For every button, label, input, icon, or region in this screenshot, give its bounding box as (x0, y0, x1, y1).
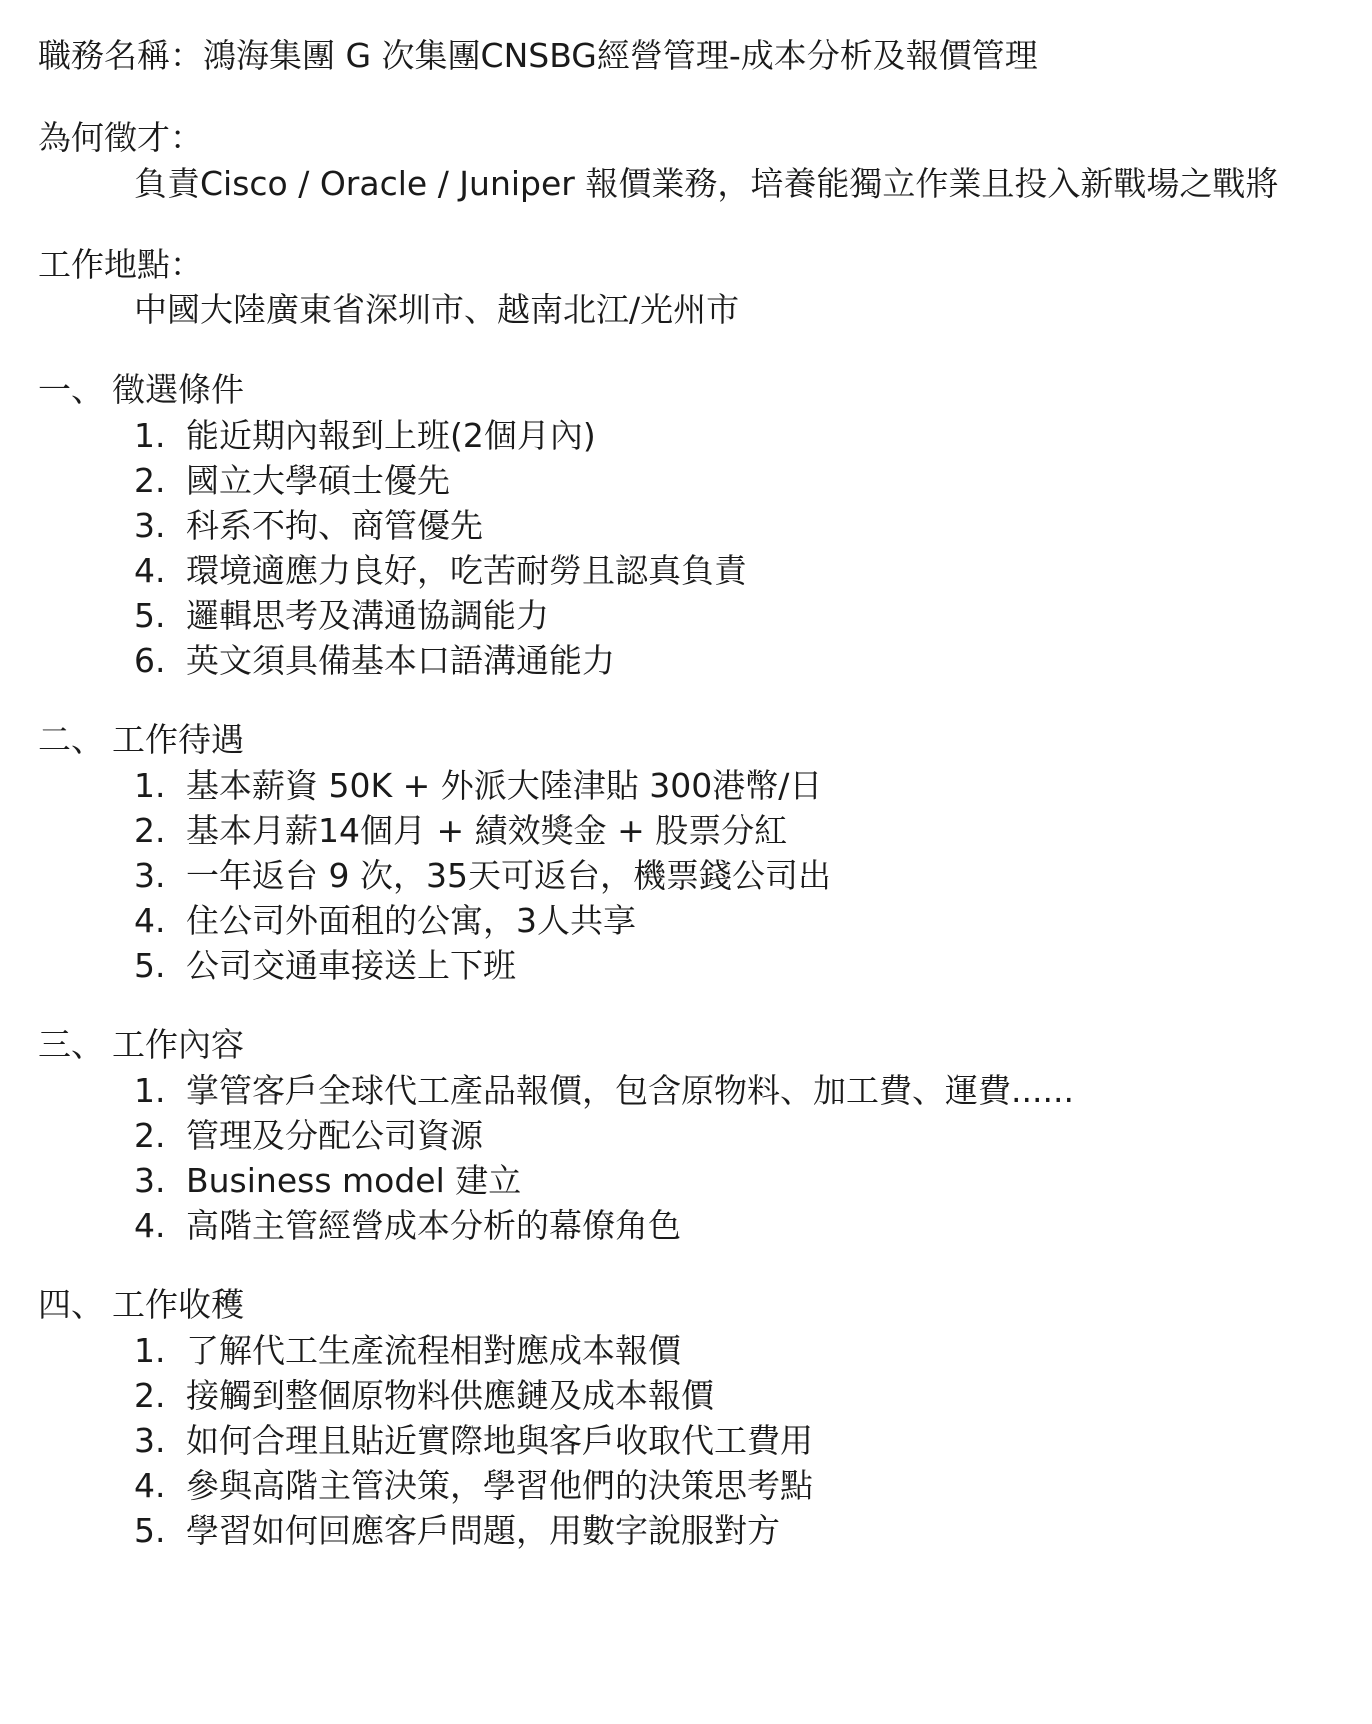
list-item (134, 946, 516, 986)
item-text: 邏輯思考及溝通協調能力 (186, 596, 549, 635)
item-text: 國立大學碩士優先 (186, 461, 450, 500)
item-number: 2. (134, 811, 166, 850)
list-item (134, 1161, 521, 1201)
item-text: 能近期內報到上班(2個月內) (186, 416, 596, 455)
section-heading (38, 1025, 244, 1065)
item-text: 公司交通車接送上下班 (186, 946, 516, 985)
location-text: 中國大陸廣東省深圳市、越南北江/光州市 (134, 290, 740, 329)
item-number: 5. (134, 1511, 166, 1550)
section-mark: 三、 (38, 1025, 104, 1064)
item-text: 基本薪資 50K + 外派大陸津貼 300港幣/日 (186, 766, 823, 805)
item-number: 3. (134, 506, 166, 545)
list-item (134, 1116, 483, 1156)
section-title: 工作收穫 (112, 1285, 244, 1324)
list-item (134, 551, 747, 591)
section-title: 工作待遇 (112, 720, 244, 759)
job-title: 職務名稱：鴻海集團 G 次集團CNSBG經營管理-成本分析及報價管理 (38, 36, 1038, 75)
why-hiring-text: 負責Cisco / Oracle / Juniper 報價業務，培養能獨立作業且投入新戰場之戰將 (134, 164, 1279, 203)
list-item (134, 596, 549, 636)
list-item (134, 1331, 681, 1371)
item-number: 1. (134, 766, 166, 805)
section-title: 工作內容 (112, 1025, 244, 1064)
item-text: 高階主管經營成本分析的幕僚角色 (186, 1206, 681, 1245)
item-number: 4. (134, 1206, 166, 1245)
section-mark: 四、 (38, 1285, 104, 1324)
item-text: 環境適應力良好，吃苦耐勞且認真負責 (186, 551, 747, 590)
item-number: 1. (134, 1071, 166, 1110)
section-heading (38, 370, 244, 410)
item-number: 1. (134, 1331, 166, 1370)
section-heading (38, 1285, 244, 1325)
item-text: 了解代工生產流程相對應成本報價 (186, 1331, 681, 1370)
item-text: Business model 建立 (186, 1161, 522, 1200)
item-text: 住公司外面租的公寓，3人共享 (186, 901, 636, 940)
item-text: 參與高階主管決策，學習他們的決策思考點 (186, 1466, 813, 1505)
item-text: 學習如何回應客戶問題，用數字說服對方 (186, 1511, 780, 1550)
item-text: 科系不拘、商管優先 (186, 506, 483, 545)
item-text: 接觸到整個原物料供應鏈及成本報價 (186, 1376, 714, 1415)
item-number: 5. (134, 596, 166, 635)
section-mark: 二、 (38, 720, 104, 759)
item-number: 3. (134, 856, 166, 895)
list-item (134, 416, 596, 456)
why-hiring-label: 為何徵才： (38, 118, 203, 157)
section-mark: 一、 (38, 370, 104, 409)
list-item (134, 1511, 780, 1551)
item-number: 3. (134, 1161, 166, 1200)
list-item (134, 1421, 813, 1461)
item-text: 英文須具備基本口語溝通能力 (186, 641, 615, 680)
item-number: 4. (134, 901, 166, 940)
list-item (134, 1466, 813, 1506)
list-item (134, 856, 831, 896)
list-item (134, 811, 787, 851)
item-text: 一年返台 9 次，35天可返台，機票錢公司出 (186, 856, 831, 895)
item-text: 掌管客戶全球代工產品報價，包含原物料、加工費、運費...... (186, 1071, 1074, 1110)
list-item (134, 766, 822, 806)
item-text: 如何合理且貼近實際地與客戶收取代工費用 (186, 1421, 813, 1460)
item-number: 2. (134, 461, 166, 500)
list-item (134, 901, 636, 941)
item-text: 基本月薪14個月 + 績效獎金 + 股票分紅 (186, 811, 788, 850)
item-number: 4. (134, 1466, 166, 1505)
list-item (134, 506, 483, 546)
item-number: 1. (134, 416, 166, 455)
list-item (134, 461, 450, 501)
location-label: 工作地點： (38, 245, 203, 284)
item-number: 2. (134, 1116, 166, 1155)
list-item (134, 641, 615, 681)
item-number: 6. (134, 641, 166, 680)
list-item (134, 1206, 681, 1246)
item-text: 管理及分配公司資源 (186, 1116, 483, 1155)
item-number: 5. (134, 946, 166, 985)
section-title: 徵選條件 (112, 370, 244, 409)
item-number: 3. (134, 1421, 166, 1460)
list-item (134, 1376, 714, 1416)
list-item (134, 1071, 1074, 1111)
item-number: 2. (134, 1376, 166, 1415)
item-number: 4. (134, 551, 166, 590)
section-heading (38, 720, 244, 760)
